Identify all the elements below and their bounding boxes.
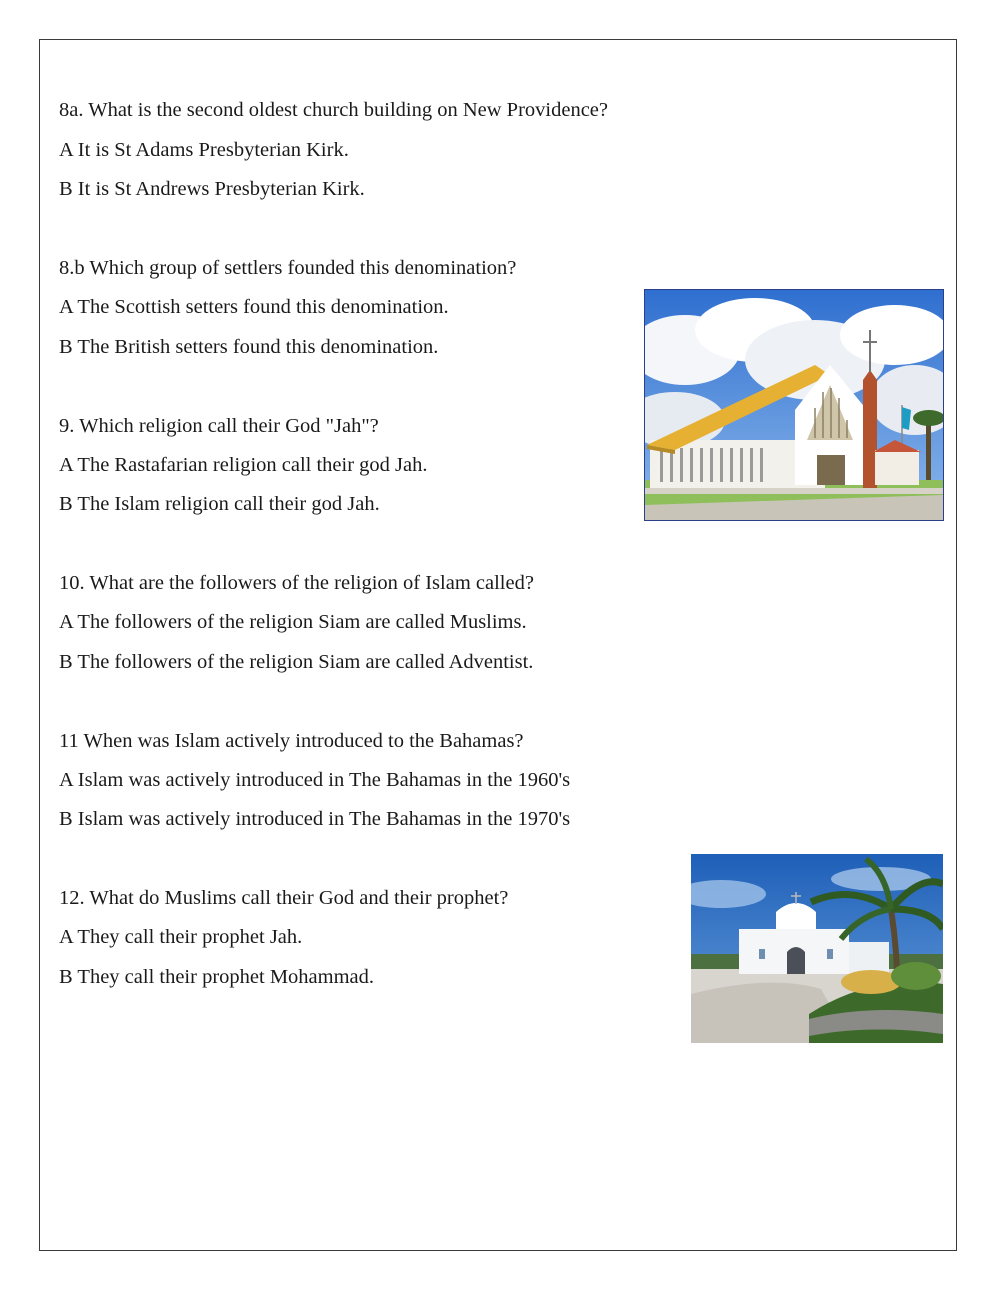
- question-9-option-b[interactable]: B The Islam religion call their god Jah.: [59, 493, 380, 515]
- worksheet-page: [39, 39, 957, 1251]
- question-12-text: 12. What do Muslims call their God and their prophet?: [59, 887, 509, 909]
- question-11-option-b[interactable]: B Islam was actively introduced in The Bahamas in the 1970's: [59, 808, 571, 830]
- question-8a-option-b[interactable]: B It is St Andrews Presbyterian Kirk.: [59, 178, 365, 200]
- church-photo-2: [691, 854, 943, 1043]
- question-8a-option-a[interactable]: A It is St Adams Presbyterian Kirk.: [59, 139, 349, 161]
- question-12-option-a[interactable]: A They call their prophet Jah.: [59, 926, 303, 948]
- question-8b-option-a[interactable]: A The Scottish setters found this denomination.: [59, 296, 449, 318]
- question-8a-text: 8a. What is the second oldest church building on New Providence?: [59, 99, 608, 121]
- church-with-yellow-roof-illustration: [645, 290, 943, 520]
- question-8b-text: 8.b Which group of settlers founded this denomination?: [59, 257, 517, 279]
- question-10-option-b[interactable]: B The followers of the religion Siam are called Adventist.: [59, 651, 534, 673]
- question-10-option-a[interactable]: A The followers of the religion Siam are called Muslims.: [59, 611, 527, 633]
- church-photo-1: [644, 289, 944, 521]
- question-12-option-b[interactable]: B They call their prophet Mohammad.: [59, 966, 375, 988]
- question-11-option-a[interactable]: A Islam was actively introduced in The Bahamas in the 1960's: [59, 769, 571, 791]
- question-10-text: 10. What are the followers of the religion of Islam called?: [59, 572, 534, 594]
- question-9-option-a[interactable]: A The Rastafarian religion call their god Jah.: [59, 454, 428, 476]
- white-chapel-with-palm-illustration: [691, 854, 943, 1043]
- question-11-text: 11 When was Islam actively introduced to the Bahamas?: [59, 730, 524, 752]
- question-8b-option-b[interactable]: B The British setters found this denomination.: [59, 336, 439, 358]
- question-9-text: 9. Which religion call their God "Jah"?: [59, 415, 379, 437]
